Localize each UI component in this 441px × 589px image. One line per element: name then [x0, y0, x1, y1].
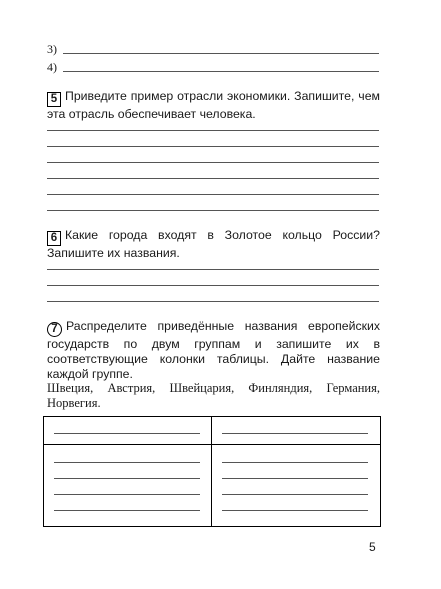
- writing-line[interactable]: [47, 301, 379, 302]
- task-6: [47, 228, 380, 261]
- group-2-entry-line[interactable]: [222, 478, 368, 479]
- group-1-name-line[interactable]: [54, 433, 200, 434]
- task-7: [47, 319, 380, 382]
- writing-line[interactable]: [47, 130, 379, 131]
- task-5-text: Приведите пример отрасли экономики. Запишите, чем эта отрасль обеспечивает человека.: [47, 89, 380, 121]
- writing-line[interactable]: [47, 210, 379, 211]
- group-1-entry-line[interactable]: [54, 494, 200, 495]
- writing-line[interactable]: [47, 178, 379, 179]
- answer-line-4[interactable]: [63, 71, 379, 72]
- task-number-box: 6: [47, 231, 61, 246]
- group-2-entry-line[interactable]: [222, 462, 368, 463]
- group-1-entry-line[interactable]: [54, 462, 200, 463]
- task-7-text: Распределите приведённые названия европейских государств по двум группам и запишите их в соответствующие колонки таблицы. Дайте название каждой группе.: [47, 319, 380, 381]
- task-5: [47, 89, 380, 122]
- group-2-name-line[interactable]: [222, 433, 368, 434]
- answer-line-3[interactable]: [63, 53, 379, 54]
- writing-line[interactable]: [47, 269, 379, 270]
- task-number-circle: 7: [47, 322, 62, 337]
- writing-line[interactable]: [47, 146, 379, 147]
- answer-table: [43, 416, 381, 527]
- table-header-divider: [44, 444, 380, 445]
- group-1-entry-line[interactable]: [54, 478, 200, 479]
- table-column-divider: [211, 417, 212, 526]
- country-list: Швеция, Австрия, Швейцария, Финляндия, Германия, Норвегия.: [47, 381, 380, 410]
- writing-line[interactable]: [47, 162, 379, 163]
- group-2-entry-line[interactable]: [222, 510, 368, 511]
- answer-line-label-3: 3): [47, 42, 57, 56]
- task-6-text: Какие города входят в Золотое кольцо России? Запишите их названия.: [47, 228, 380, 260]
- group-1-entry-line[interactable]: [54, 510, 200, 511]
- group-2-entry-line[interactable]: [222, 494, 368, 495]
- task-number-box: 5: [47, 92, 61, 107]
- writing-line[interactable]: [47, 194, 379, 195]
- answer-line-label-4: 4): [47, 60, 57, 74]
- page-number: 5: [369, 540, 376, 554]
- writing-line[interactable]: [47, 285, 379, 286]
